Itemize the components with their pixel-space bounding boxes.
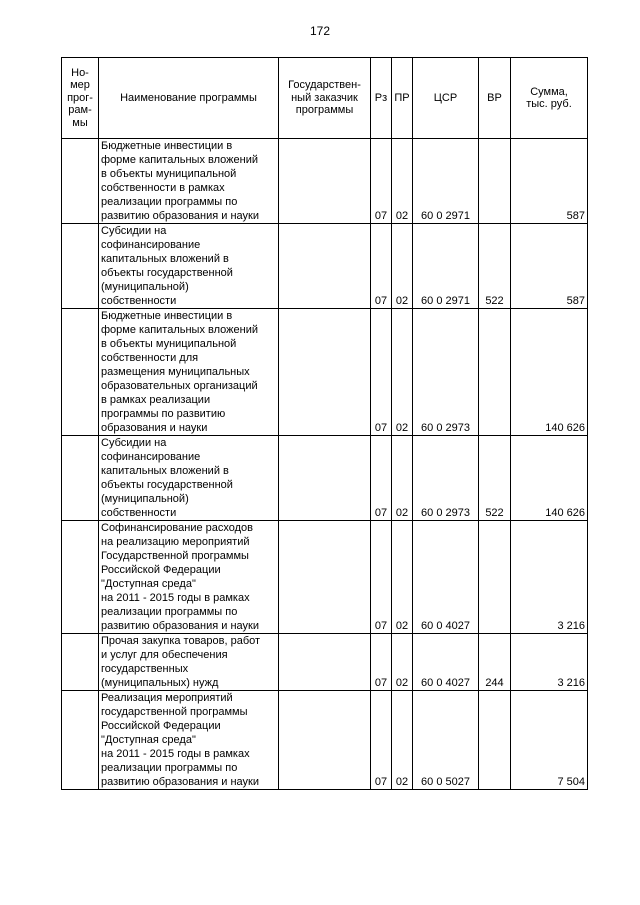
program-name-cell: Прочая закупка товаров, работ и услуг для обеспечения государственных (муниципальных) нужд	[99, 634, 279, 691]
csr-cell: 60 0 4027	[413, 521, 479, 634]
program-number-cell	[62, 224, 99, 309]
table-row	[62, 691, 588, 790]
customer-cell	[279, 224, 371, 309]
program-budget-table	[61, 57, 588, 790]
header-pr: ПР	[392, 58, 413, 139]
customer-cell	[279, 309, 371, 436]
sum-cell: 140 626	[511, 309, 588, 436]
program-name-cell: Субсидии на софинансирование капитальных вложений в объекты государственной (муниципальной) собственности	[99, 436, 279, 521]
sum-cell: 3 216	[511, 521, 588, 634]
program-number-cell	[62, 691, 99, 790]
sum-cell: 7 504	[511, 691, 588, 790]
rz-cell: 07	[371, 309, 392, 436]
header-program-name: Наименование программы	[99, 58, 279, 139]
vr-cell	[479, 139, 511, 224]
vr-cell	[479, 691, 511, 790]
program-name-cell: Реализация мероприятий государственной программы Российской Федерации "Доступная среда" на 2011 - 2015 годы в рамках реализации программы по развитию образования и науки	[99, 691, 279, 790]
rz-cell: 07	[371, 691, 392, 790]
csr-cell: 60 0 5027	[413, 691, 479, 790]
customer-cell	[279, 691, 371, 790]
csr-cell: 60 0 4027	[413, 634, 479, 691]
sum-cell: 587	[511, 224, 588, 309]
customer-cell	[279, 436, 371, 521]
rz-cell: 07	[371, 634, 392, 691]
header-state-customer: Государствен- ный заказчик программы	[279, 58, 371, 139]
sum-cell: 3 216	[511, 634, 588, 691]
program-name-cell: Бюджетные инвестиции в форме капитальных вложений в объекты муниципальной собственности для размещения муниципальных образовательных организаций в рамках реализации программы по развитию образования и науки	[99, 309, 279, 436]
table-row	[62, 436, 588, 521]
csr-cell: 60 0 2971	[413, 139, 479, 224]
program-number-cell	[62, 634, 99, 691]
header-rz: Рз	[371, 58, 392, 139]
program-number-cell	[62, 521, 99, 634]
program-name-cell: Софинансирование расходов на реализацию мероприятий Государственной программы Российской Федерации "Доступная среда" на 2011 - 2015 годы в рамках реализации программы по развитию образования и науки	[99, 521, 279, 634]
rz-cell: 07	[371, 436, 392, 521]
program-name-cell: Бюджетные инвестиции в форме капитальных вложений в объекты муниципальной собственности в рамках реализации программы по развитию образования и науки	[99, 139, 279, 224]
vr-cell: 522	[479, 224, 511, 309]
table-row	[62, 224, 588, 309]
pr-cell: 02	[392, 309, 413, 436]
rz-cell: 07	[371, 224, 392, 309]
csr-cell: 60 0 2973	[413, 436, 479, 521]
header-sum: Сумма, тыс. руб.	[511, 58, 588, 139]
customer-cell	[279, 521, 371, 634]
table-row	[62, 139, 588, 224]
header-vr: ВР	[479, 58, 511, 139]
page-number: 172	[309, 24, 331, 38]
pr-cell: 02	[392, 224, 413, 309]
sum-cell: 140 626	[511, 436, 588, 521]
pr-cell: 02	[392, 691, 413, 790]
table-row	[62, 521, 588, 634]
header-program-number: Но- мер прог- рам- мы	[62, 58, 99, 139]
program-number-cell	[62, 436, 99, 521]
csr-cell: 60 0 2971	[413, 224, 479, 309]
table-row	[62, 309, 588, 436]
sum-cell: 587	[511, 139, 588, 224]
vr-cell	[479, 521, 511, 634]
customer-cell	[279, 139, 371, 224]
program-number-cell	[62, 139, 99, 224]
vr-cell: 522	[479, 436, 511, 521]
table-row	[62, 634, 588, 691]
pr-cell: 02	[392, 139, 413, 224]
header-csr: ЦСР	[413, 58, 479, 139]
pr-cell: 02	[392, 521, 413, 634]
csr-cell: 60 0 2973	[413, 309, 479, 436]
pr-cell: 02	[392, 634, 413, 691]
program-name-cell: Субсидии на софинансирование капитальных вложений в объекты государственной (муниципальной) собственности	[99, 224, 279, 309]
vr-cell	[479, 309, 511, 436]
program-number-cell	[62, 309, 99, 436]
table-header-row	[62, 58, 588, 139]
customer-cell	[279, 634, 371, 691]
vr-cell: 244	[479, 634, 511, 691]
rz-cell: 07	[371, 139, 392, 224]
rz-cell: 07	[371, 521, 392, 634]
pr-cell: 02	[392, 436, 413, 521]
